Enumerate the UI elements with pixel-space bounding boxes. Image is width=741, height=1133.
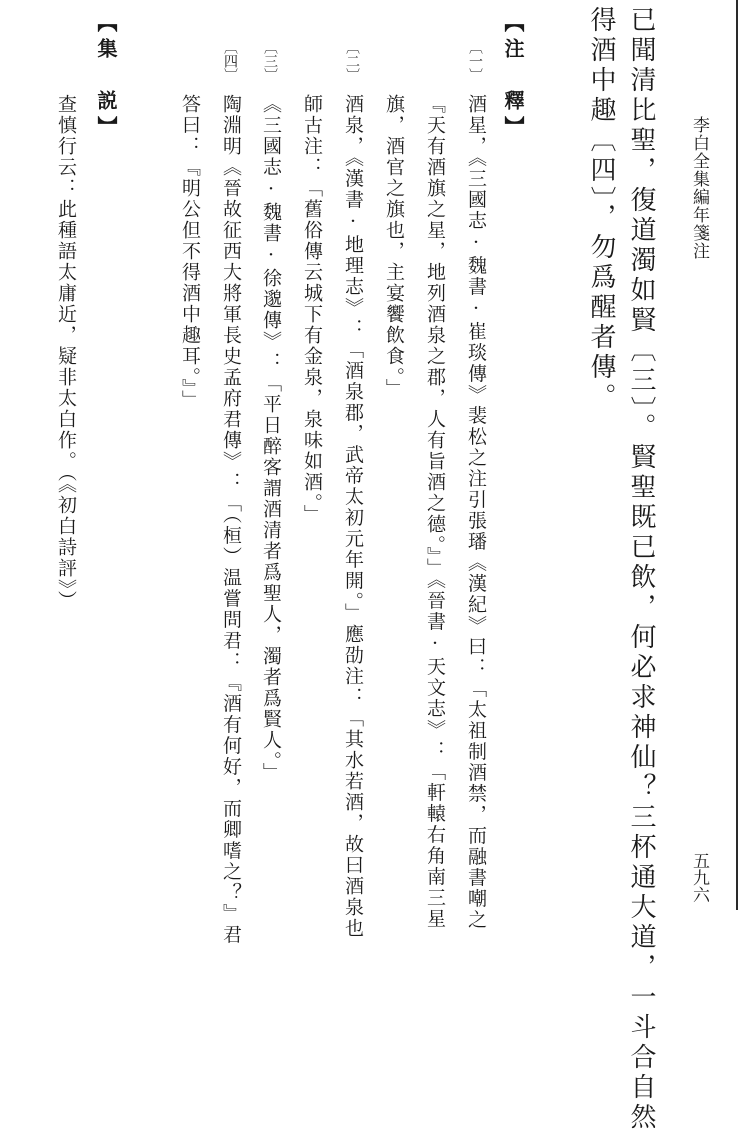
poem-line-2: 得酒中趣〔四〕，勿爲醒者傳。 [586, 6, 616, 413]
poem-line-1: 已聞清比聖，復道濁如賢〔三〕。賢聖既已飲，何必求神仙？三杯通大道，一斗合自然 [626, 6, 656, 1133]
note-line: 陶淵明《晉故征西大將軍長史孟府君傳》：「（桓）温嘗問君：『酒有何好，而卿嗜之？』君 [220, 94, 242, 946]
note-marker: 〔三〕 [262, 40, 278, 82]
note-line: 酒泉，《漢書·地理志》：「酒泉郡，武帝太初元年開。」應劭注：「其水若酒，故曰酒泉也 [342, 94, 364, 939]
note-line: 答曰：『明公但不得酒中趣耳。』」 [179, 94, 201, 411]
note-marker: 〔二〕 [344, 40, 360, 82]
commentary-heading: 【集 説】 [94, 12, 118, 142]
page-number: 五九六 [689, 852, 709, 903]
note-line: 『天有酒旗之星，地列酒泉之郡，人有旨酒之德。』」《晉書·天文志》：「軒轅右角南三星 [424, 94, 446, 930]
note-line: 《三國志·魏書·徐邈傳》：「平日醉客謂酒清者爲聖人，濁者爲賢人。」 [260, 94, 282, 784]
page-edge-line [736, 0, 738, 910]
note-line: 師古注：「舊俗傳云城下有金泉，泉味如酒。」 [301, 94, 323, 526]
note-marker: 〔四〕 [222, 40, 238, 82]
annotations-heading: 【注 釋】 [501, 12, 525, 142]
note-line: 酒星，《三國志·魏書·崔琰傳》裴松之注引張璠《漢紀》曰：「太祖制酒禁，而融書嘲之 [465, 94, 487, 931]
running-title: 李白全集編年箋注 [689, 116, 709, 260]
commentary-line: 查慎行云：此種語太庸近，疑非太白作。（《初白詩評》） [55, 94, 77, 612]
note-marker: 〔一〕 [467, 40, 483, 82]
note-line: 旗，酒官之旗也，主宴饗飲食。」 [383, 94, 405, 400]
